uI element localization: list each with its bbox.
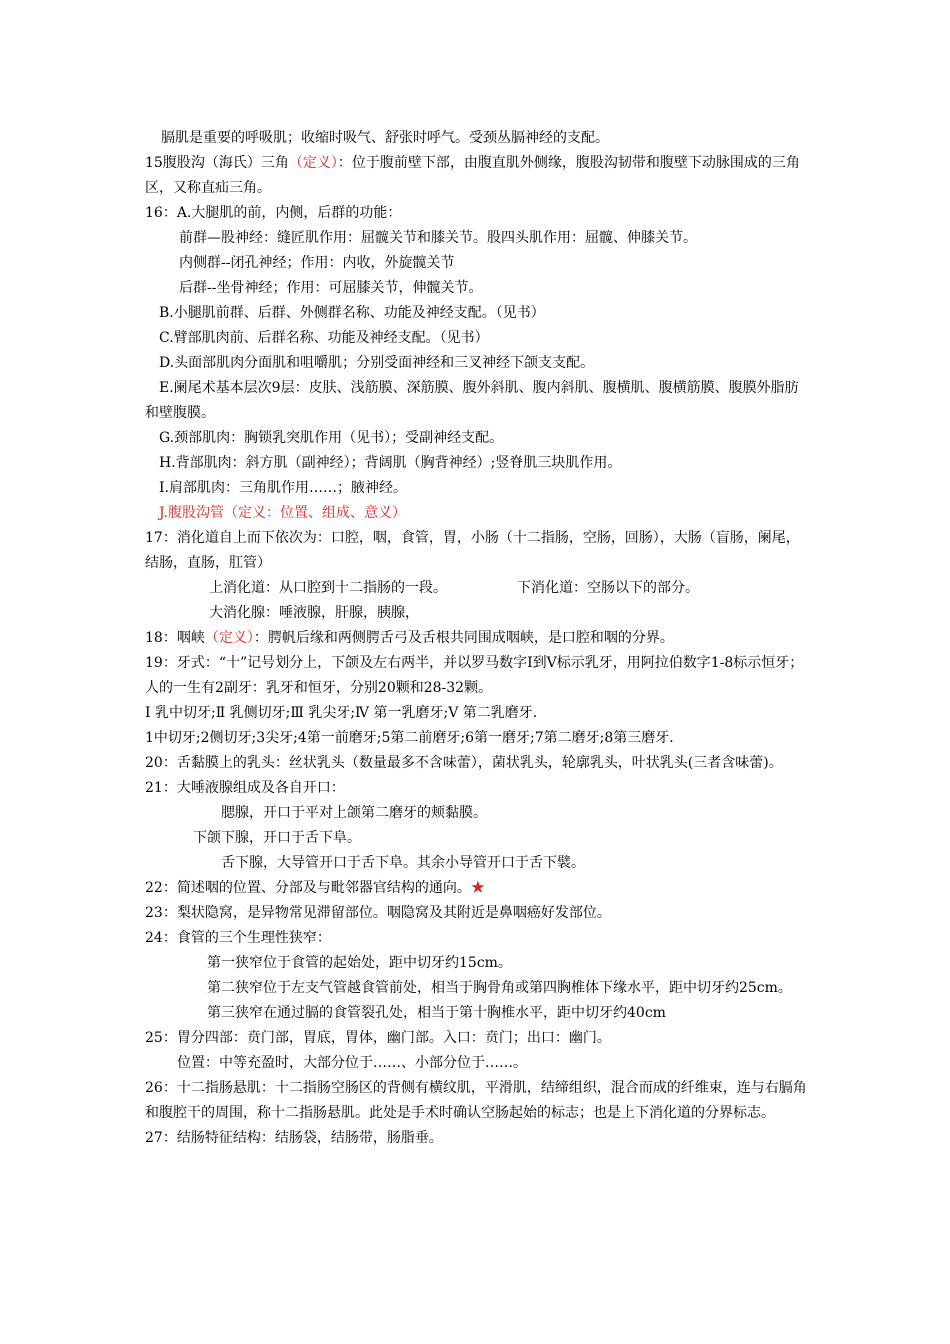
line-text: 21：大唾液腺组成及各自开口： — [145, 780, 345, 796]
line-text: 16：A.大腿肌的前，内侧，后群的功能： — [145, 205, 402, 221]
text-line — [145, 501, 807, 526]
line-text: 19：牙式：“十”记号划分上，下颌及左右两半，并以罗马数字Ⅰ到Ⅴ标示乳牙，用阿拉伯数字1-8标示恒牙；人的一生有2副牙：乳牙和恒牙，分别20颗和28-32颗。 — [145, 655, 804, 696]
text-line — [145, 126, 807, 151]
text-line — [145, 301, 807, 326]
line-text: 第二狭窄位于左支气管越食管前处，相当于胸骨角或第四胸椎体下缘水平，距中切牙约25cm。 — [207, 980, 792, 996]
line-text: 1中切牙;2侧切牙;3尖牙;4第一前磨牙;5第二前磨牙;6第一磨牙;7第二磨牙;8第三磨牙. — [145, 730, 674, 746]
text-line — [145, 201, 807, 226]
text-line — [145, 926, 807, 951]
line-text: ：腭帆后缘和两侧腭舌弓及舌根共同围成咽峡，是口腔和咽的分界。 — [253, 630, 674, 646]
line-text: J.腹股沟管（定义：位置、组成、意义） — [159, 505, 406, 521]
text-line — [145, 726, 807, 751]
text-line — [145, 476, 807, 501]
line-text: 后群--坐骨神经；作用：可屈膝关节，伸髋关节。 — [179, 280, 483, 296]
text-line — [145, 826, 807, 851]
line-text: 第一狭窄位于食管的起始处，距中切牙约15cm。 — [207, 955, 512, 971]
text-line — [145, 451, 807, 476]
text-line — [145, 751, 807, 776]
text-line — [145, 276, 807, 301]
line-text: D.头面部肌肉分面肌和咀嚼肌；分别受面神经和三叉神经下颌支支配。 — [159, 355, 595, 371]
line-text: 内侧群--闭孔神经；作用：内收，外旋髋关节 — [179, 255, 455, 271]
text-line — [145, 776, 807, 801]
document-body — [145, 126, 807, 1151]
text-line — [145, 701, 807, 726]
line-text: 舌下腺，大导管开口于舌下阜。其余小导管开口于舌下襞。 — [221, 855, 585, 871]
text-line — [145, 651, 807, 701]
line-text: 17：消化道自上而下依次为：口腔，咽，食管，胃，小肠（十二指肠，空肠，回肠），大肠（盲肠，阑尾，结肠，直肠，肛管） — [145, 530, 800, 571]
line-text: 下颌下腺，开口于舌下阜。 — [193, 830, 361, 846]
line-text: 22：简述咽的位置、分部及与毗邻器官结构的通向。 — [145, 880, 471, 896]
line-text: I.肩部肌肉：三角肌作用……；腋神经。 — [159, 480, 407, 496]
line-text: 前群—股神经：缝匠肌作用：屈髋关节和膝关节。股四头肌作用：屈髋、伸膝关节。 — [179, 230, 697, 246]
definition-marker: （定义） — [288, 155, 338, 171]
text-line — [145, 601, 807, 626]
line-text: 25：胃分四部：贲门部，胃底，胃体，幽门部。入口：贲门；出口：幽门。 — [145, 1030, 611, 1046]
line-text: 24：食管的三个生理性狭窄： — [145, 930, 331, 946]
text-line — [145, 976, 807, 1001]
text-line — [145, 326, 807, 351]
line-text: 第三狭窄在通过膈的食管裂孔处，相当于第十胸椎水平，距中切牙约40cm — [207, 1005, 666, 1021]
text-line — [145, 226, 807, 251]
line-text: 上消化道：从口腔到十二指肠的一段。 — [209, 580, 447, 596]
text-line — [145, 376, 807, 426]
line-text: 位置：中等充盈时，大部分位于……、小部分位于……。 — [177, 1055, 527, 1071]
line-text: C.臂部肌肉前、后群名称、功能及神经支配。（见书） — [159, 330, 489, 346]
text-line — [145, 1001, 807, 1026]
text-line — [145, 951, 807, 976]
star-icon: ★ — [470, 880, 485, 896]
text-line — [145, 351, 807, 376]
text-line — [145, 1026, 807, 1051]
definition-marker: （定义） — [204, 630, 254, 646]
text-line — [145, 576, 807, 601]
line-text: 腮腺，开口于平对上颌第二磨牙的颊黏膜。 — [221, 805, 487, 821]
line-text: 大消化腺：唾液腺，肝腺，胰腺， — [209, 605, 419, 621]
text-line — [145, 426, 807, 451]
text-line — [145, 876, 807, 901]
line-text: 下消化道：空肠以下的部分。 — [517, 580, 699, 596]
line-text: 26：十二指肠悬肌：十二指肠空肠区的背侧有横纹肌，平滑肌，结缔组织，混合而成的纤维束，连与右膈角和腹腔干的周围，称十二指肠悬肌。此处是手术时确认空肠起始的标志；也是上下消化道的分界标志。 — [145, 1080, 807, 1121]
line-text: B.小腿肌前群、后群、外侧群名称、功能及神经支配。（见书） — [159, 305, 545, 321]
line-text: 23：梨状隐窝，是异物常见滞留部位。咽隐窝及其附近是鼻咽癌好发部位。 — [145, 905, 611, 921]
text-line — [145, 1076, 807, 1126]
text-line — [145, 251, 807, 276]
line-text: 20：舌黏膜上的乳头：丝状乳头（数量最多不含味蕾），菌状乳头，轮廓乳头，叶状乳头(三者含味蕾)。 — [145, 755, 783, 771]
text-line — [145, 801, 807, 826]
line-text: H.背部肌肉：斜方肌（副神经）；背阔肌（胸背神经）;竖脊肌三块肌作用。 — [159, 455, 622, 471]
line-text: 18：咽峡 — [145, 630, 205, 646]
line-text: G.颈部肌肉：胸锁乳突肌作用（见书）；受副神经支配。 — [159, 430, 504, 446]
line-text: ：位于腹前壁下部，由腹直肌外侧缘，腹股沟韧带和腹壁下动脉围成的三角区，又称直疝三角。 — [145, 155, 800, 196]
text-line — [145, 1051, 807, 1076]
text-line — [145, 1126, 807, 1151]
text-line — [145, 901, 807, 926]
text-line — [145, 526, 807, 576]
line-text: 膈肌是重要的呼吸肌；收缩时吸气、舒张时呼气。受颈丛膈神经的支配。 — [161, 130, 609, 146]
text-line — [145, 151, 807, 201]
line-text: E.阑尾术基本层次9层：皮肤、浅筋膜、深筋膜、腹外斜肌、腹内斜肌、腹横肌、腹横筋膜、腹膜外脂肪和壁腹膜。 — [145, 380, 799, 421]
line-text: 27：结肠特征结构：结肠袋，结肠带，肠脂垂。 — [145, 1130, 443, 1146]
line-text: 15腹股沟（海氏）三角 — [145, 155, 289, 171]
text-line — [145, 851, 807, 876]
line-text: Ⅰ 乳中切牙;Ⅱ 乳侧切牙;Ⅲ 乳尖牙;Ⅳ 第一乳磨牙;Ⅴ 第二乳磨牙. — [145, 705, 538, 721]
text-line — [145, 626, 807, 651]
